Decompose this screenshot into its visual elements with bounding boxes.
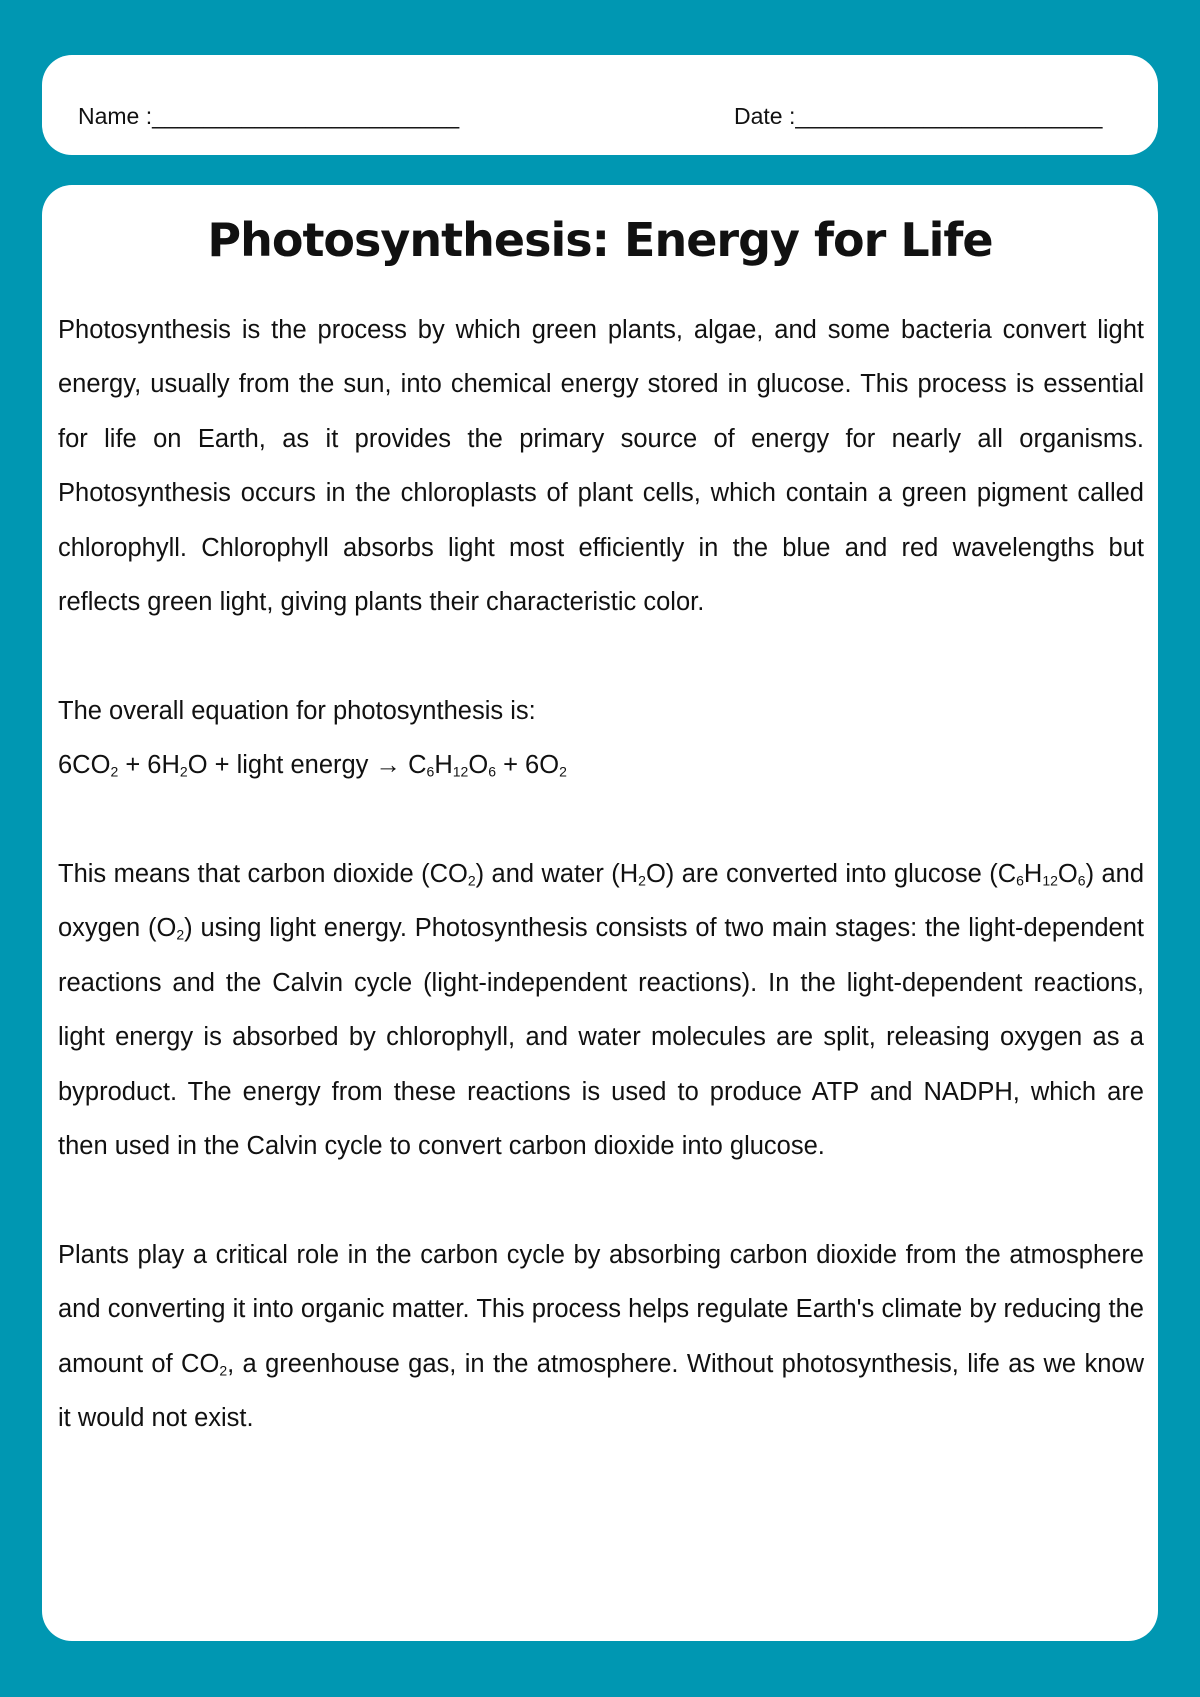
worksheet-card bbox=[42, 185, 1158, 1641]
paragraph-gap bbox=[58, 629, 1144, 683]
paragraph-gap bbox=[58, 1173, 1144, 1227]
paragraph-stages: This means that carbon dioxide $(CO_2)$ and water $(H_2O)$ are converted into glucose $(C_6H_{12}O_6)$ and oxygen $(O_2)$ using light energy. Photosynthesis consists of two main stages: the light-dependent reactions and the Calvin cycle (light-independent reactions). In the light-dependent reactions, light energy is absorbed by chlorophyll, and water molecules are split, releasing oxygen as a byproduct. The energy from these reactions is used to produce ATP and NADPH, which are then used in the Calvin cycle to convert carbon dioxide into glucose. bbox=[58, 860, 1145, 1161]
paragraph-intro: Photosynthesis is the process by which green plants, algae, and some bacteria convert light energy, usually from the sun, into chemical energy stored in glucose. This process is essential for life on Earth, as it provides the primary source of energy for nearly all organisms. Photosynthesis occurs in the chloroplasts of plant cells, which contain a green pigment called chlorophyll. Chlorophyll absorbs light most efficiently in the blue and red wavelengths but reflects green light, giving plants their characteristic color. bbox=[58, 316, 1144, 617]
worksheet-title: Photosynthesis: Energy for Life bbox=[207, 213, 993, 267]
header-card bbox=[42, 55, 1158, 155]
name-field[interactable]: Name :________________________ bbox=[78, 103, 460, 129]
paragraph-gap bbox=[58, 793, 1144, 847]
photosynthesis-equation: $6CO_2 + 6H_2O$ + light energy → $C_6H_{12}O_6 + 6O_2$ bbox=[58, 751, 567, 780]
worksheet-body bbox=[58, 303, 1144, 1445]
equation-intro: The overall equation for photosynthesis is: bbox=[58, 696, 536, 725]
paragraph-carbon-cycle: Plants play a critical role in the carbon cycle by absorbing carbon dioxide from the atmosphere and converting it into organic matter. This process helps regulate Earth's climate by reducing the amount of $CO_2$, a greenhouse gas, in the atmosphere. Without photosynthesis, life as we know it would not exist. bbox=[58, 1240, 1144, 1433]
date-field[interactable]: Date :________________________ bbox=[734, 103, 1103, 129]
